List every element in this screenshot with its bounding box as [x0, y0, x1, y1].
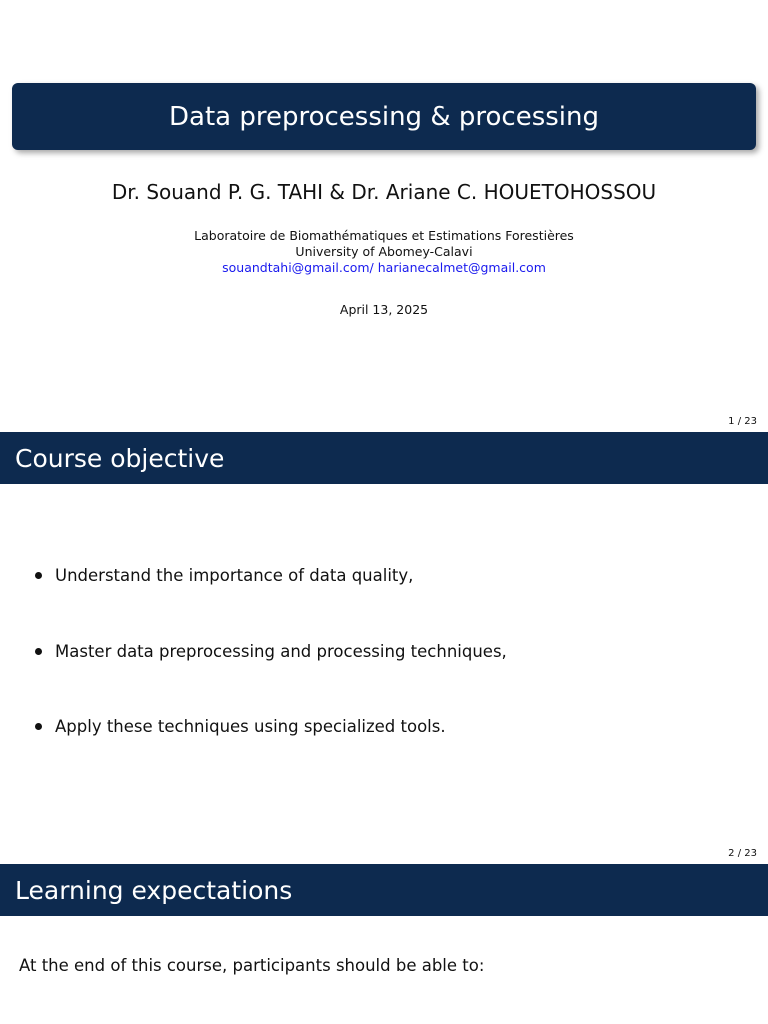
bullet-icon	[35, 648, 42, 655]
presentation-date: April 13, 2025	[339, 302, 429, 317]
frame-title-bar	[0, 864, 768, 916]
bullet-text: Apply these techniques using specialized tools.	[55, 717, 446, 736]
email-links[interactable]: souandtahi@gmail.com/ harianecalmet@gmail.com	[222, 260, 546, 275]
frame-title: Course objective	[15, 443, 225, 473]
page-number: 1 / 23	[728, 416, 757, 427]
lab-affiliation: Laboratoire de Biomathématiques et Estimations Forestières	[194, 228, 574, 243]
bullet-text: Understand the importance of data quality,	[55, 566, 414, 585]
university-affiliation: University of Abomey-Calavi	[295, 244, 473, 259]
bullet-text: Master data preprocessing and processing techniques,	[55, 642, 507, 661]
list-item	[35, 642, 507, 661]
intro-text: At the end of this course, participants should be able to:	[19, 956, 485, 975]
presentation-title: Data preprocessing & processing	[168, 101, 599, 132]
list-item	[35, 717, 446, 736]
authors-line: Dr. Souand P. G. TAHI & Dr. Ariane C. HOUETOHOSSOU	[111, 180, 657, 204]
bullet-icon	[35, 572, 42, 579]
page-number: 2 / 23	[728, 848, 757, 859]
bullet-icon	[35, 723, 42, 730]
frame-title: Learning expectations	[15, 875, 293, 905]
frame-title-bar	[0, 432, 768, 484]
title-banner	[12, 83, 756, 150]
list-item	[35, 566, 413, 585]
